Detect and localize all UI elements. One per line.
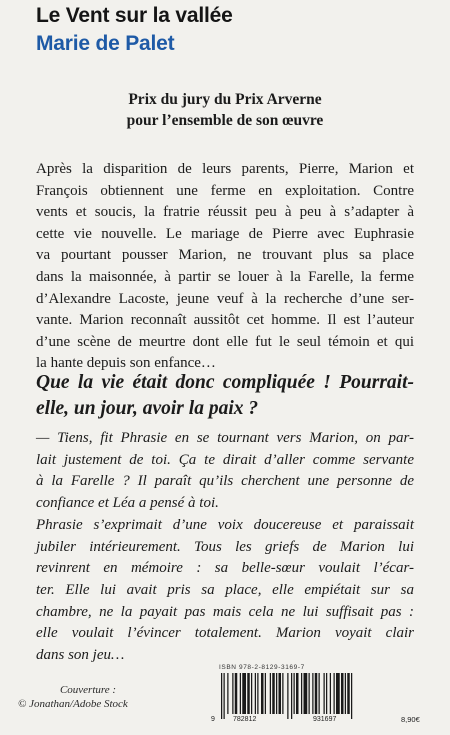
barcode-bar <box>224 673 225 719</box>
barcode-bar <box>272 673 275 714</box>
barcode-icon <box>211 673 397 719</box>
tagline <box>36 370 414 422</box>
synopsis-line: va pourtant pousser Marion, ne trouvant plus sa place <box>36 247 414 264</box>
excerpt-paragraph <box>36 428 414 667</box>
barcode-bar <box>304 673 308 714</box>
synopsis-line: Après la disparition de leurs parents, Pierre, Marion et <box>36 161 414 177</box>
barcode-bar <box>345 673 346 714</box>
barcode-bar <box>330 673 331 714</box>
barcode-bar <box>334 673 335 714</box>
synopsis-line: vante. Marion reconnaît aussitôt cet homme. Il est l’auteur <box>36 312 414 329</box>
prize-note <box>36 89 414 131</box>
barcode-bar <box>347 673 350 714</box>
synopsis-line: dans la maisonnée, à partir se louer à la Farelle, la ferme <box>36 268 414 285</box>
excerpt-line: ter. Elle lui avait pris sa place, elle empiétait sur sa <box>36 581 414 598</box>
barcode-digits-left: 782812 <box>233 716 257 723</box>
synopsis-line: d’Alexandre Lacoste, jeune veuf à la recherche d’une ser- <box>36 290 414 307</box>
barcode-bar <box>315 673 318 714</box>
cover-credit <box>18 683 136 711</box>
synopsis-line: d’une scène de meurtre dont elle fut le seul témoin et qui <box>36 333 414 350</box>
barcode-bar <box>351 673 352 719</box>
barcode-bar <box>235 673 238 714</box>
excerpt-line: chambre, ne la payait pas mais cela ne lui suffisait pas : <box>36 603 414 620</box>
barcode-bar <box>309 673 310 714</box>
barcode-bar <box>221 673 222 719</box>
barcode-bar <box>240 673 241 714</box>
prize-line: Prix du jury du Prix Arverne <box>128 91 322 108</box>
excerpt-line: revinrent en mémoire : sa belle-sœur voulait l’écar- <box>36 560 414 577</box>
synopsis-line: la hante depuis son enfance… <box>36 355 216 372</box>
cover-credit-source: © Jonathan/Adobe Stock <box>18 698 128 710</box>
barcode-bar <box>232 673 233 714</box>
synopsis-line: vents et soucis, la fratrie réussit peu à peu à s’adapter à <box>36 204 414 221</box>
barcode-bar <box>227 673 228 714</box>
barcode-bar <box>261 673 264 714</box>
barcode-bar <box>301 673 302 714</box>
excerpt-line: dans son jeu… <box>36 647 125 664</box>
excerpt-line: jubiler intérieurement. Tous les griefs de Marion lui <box>36 538 414 555</box>
excerpt-line: — Tiens, fit Phrasie en se tournant vers Marion, on par- <box>36 430 414 446</box>
barcode-bar <box>276 673 277 714</box>
barcode-digit-first: 9 <box>211 716 215 723</box>
barcode-bar <box>282 673 283 714</box>
barcode-bar <box>336 673 340 714</box>
barcode-bar <box>326 673 327 714</box>
barcode-bar <box>270 673 271 714</box>
barcode-bar <box>287 673 288 719</box>
barcode-bar <box>291 673 292 719</box>
barcode-bar <box>279 673 282 714</box>
excerpt-line: à la Farelle ? Il paraît qu’ils cherchent une personne de <box>36 473 414 490</box>
synopsis-paragraph <box>36 159 414 375</box>
barcode-bar <box>312 673 313 714</box>
isbn-label: ISBN 978-2-8129-3169-7 <box>219 664 305 671</box>
barcode-bar <box>319 673 320 714</box>
barcode-bar <box>296 673 299 714</box>
barcode-bar <box>265 673 266 714</box>
tagline-line: Que la vie était donc compliquée ! Pourrait- <box>36 372 414 393</box>
barcode-bar <box>242 673 246 714</box>
excerpt-line: confiance et Léa a pensé à toi. <box>36 495 219 512</box>
price-label: 8,90€ <box>401 715 420 724</box>
barcode-bar <box>341 673 344 714</box>
barcode-bar <box>257 673 258 714</box>
barcode-digits-right: 931697 <box>313 716 337 723</box>
synopsis-line: cette vie nouvelle. Le mariage de Pierre avec Euphrasie <box>36 225 414 242</box>
barcode-bar <box>247 673 250 714</box>
barcode-bar <box>294 673 295 714</box>
book-author: Marie de Palet <box>36 32 175 55</box>
cover-credit-label: Couverture : <box>59 684 117 696</box>
book-title: Le Vent sur la vallée <box>36 4 233 27</box>
barcode-bar <box>255 673 256 714</box>
excerpt-line: Phrasie s’exprimait d’une voix doucereuse et paraissait <box>36 516 414 533</box>
barcode-bar <box>324 673 325 714</box>
prize-line: pour l’ensemble de son œuvre <box>126 112 324 129</box>
tagline-line: elle, un jour, avoir la paix ? <box>36 398 259 419</box>
excerpt-line: lait justement de toi. Ça te dirait d’aller comme servante <box>36 451 414 468</box>
barcode-bar <box>251 673 252 714</box>
synopsis-line: François obtiennent une ferme en exploitation. Contre <box>36 182 414 199</box>
excerpt-line: elle voulait l’évincer totalement. Marion voyait clair <box>36 625 414 642</box>
barcode-area <box>211 664 433 728</box>
